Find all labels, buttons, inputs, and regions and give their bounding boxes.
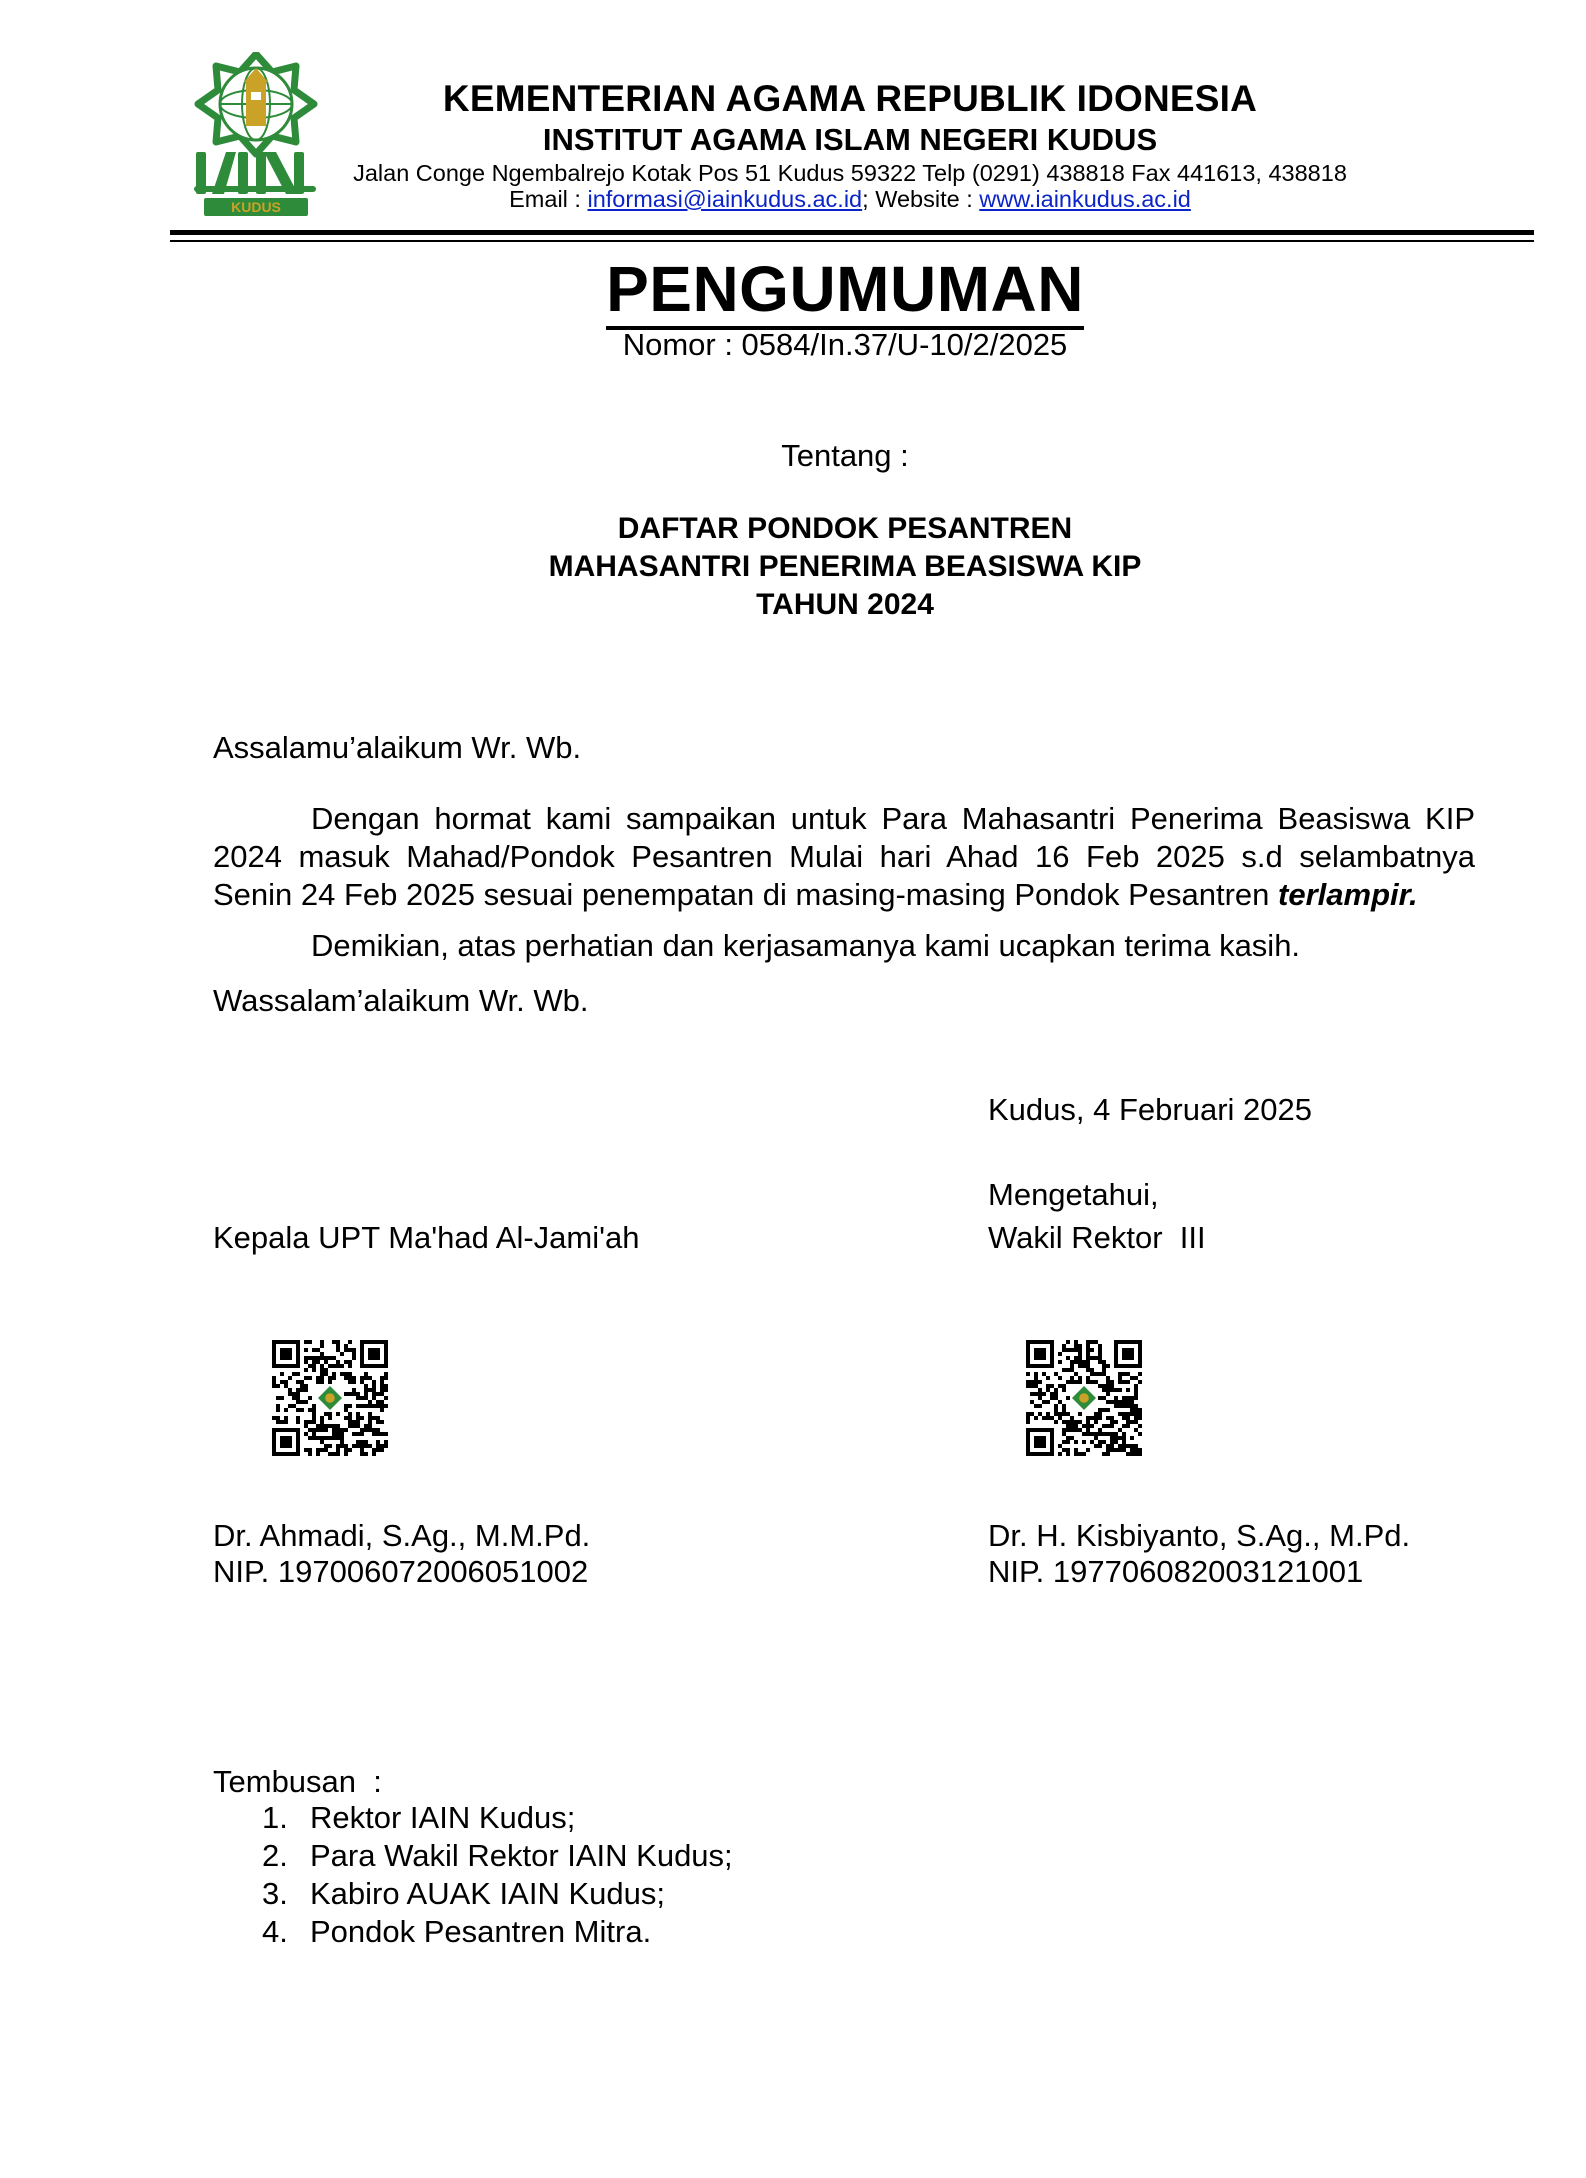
cc-list-item xyxy=(262,1800,575,1836)
subject-line: MAHASANTRI PENERIMA BEASISWA KIP xyxy=(548,550,1142,583)
cc-item-text: Para Wakil Rektor IAIN Kudus; xyxy=(310,1838,733,1873)
logo-subtext: KUDUS xyxy=(231,199,281,215)
qr-code-icon xyxy=(1026,1340,1142,1456)
cc-list-item xyxy=(262,1838,733,1874)
signer-right-nip: NIP. 197706082003121001 xyxy=(988,1554,1364,1589)
letterhead-rule-thick xyxy=(170,230,1534,235)
website-link[interactable]: www.iainkudus.ac.id xyxy=(979,186,1191,212)
email-link[interactable]: informasi@iainkudus.ac.id xyxy=(587,186,863,212)
cc-item-text: Kabiro AUAK IAIN Kudus; xyxy=(310,1876,665,1911)
signer-left-role: Kepala UPT Ma'had Al-Jami'ah xyxy=(213,1220,640,1255)
cc-item-number: 1. xyxy=(262,1800,288,1835)
opening-greeting: Assalamu’alaikum Wr. Wb. xyxy=(213,730,582,765)
website-label: ; Website : xyxy=(862,186,980,212)
acknowledged-label: Mengetahui, xyxy=(988,1177,1159,1212)
cc-item-number: 3. xyxy=(262,1876,288,1911)
letterhead-rule-thin xyxy=(170,240,1534,242)
contact-line xyxy=(300,186,1400,213)
cc-label: Tembusan : xyxy=(213,1764,382,1799)
main-paragraph-text: Dengan hormat kami sampaikan untuk Para Mahasantri Penerima Beasiswa KIP 2024 masuk Mahad/Pondok Pesantren Mulai hari Ahad 16 Feb 2025 s.d selambatnya Senin 24 Feb 2025 sesuai penempatan di masing-masing Pondok Pesantren xyxy=(213,801,1475,912)
closing-line: Demikian, atas perhatian dan kerjasamanya kami ucapkan terima kasih. xyxy=(311,928,1301,963)
main-paragraph xyxy=(213,800,1475,914)
qr-code-icon xyxy=(272,1340,388,1456)
cc-item-number: 2. xyxy=(262,1838,288,1873)
signer-left-name: Dr. Ahmadi, S.Ag., M.M.Pd. xyxy=(213,1518,591,1553)
subject-line: DAFTAR PONDOK PESANTREN xyxy=(617,512,1073,545)
signer-right-name: Dr. H. Kisbiyanto, S.Ag., M.Pd. xyxy=(988,1518,1411,1553)
institute-address: Jalan Conge Ngembalrejo Kotak Pos 51 Kudus 59322 Telp (0291) 438818 Fax 441613, 438818 xyxy=(353,160,1347,186)
document-title xyxy=(300,252,1390,326)
cc-item-number: 4. xyxy=(262,1914,288,1949)
cc-list-item xyxy=(262,1876,665,1912)
document-number: Nomor : 0584/In.37/U-10/2/2025 xyxy=(622,327,1068,362)
ministry-name: KEMENTERIAN AGAMA REPUBLIK IDONESIA xyxy=(442,78,1258,119)
closing-greeting: Wassalam’alaikum Wr. Wb. xyxy=(213,983,589,1018)
email-label: Email : xyxy=(509,186,588,212)
institute-name: INSTITUT AGAMA ISLAM NEGERI KUDUS xyxy=(542,122,1158,157)
signer-left-nip: NIP. 197006072006051002 xyxy=(213,1554,589,1589)
cc-list-item xyxy=(262,1914,651,1950)
attachment-emphasis: terlampir. xyxy=(1278,877,1418,912)
cc-item-text: Pondok Pesantren Mitra. xyxy=(310,1914,652,1949)
place-date: Kudus, 4 Februari 2025 xyxy=(988,1092,1312,1127)
subject-line: TAHUN 2024 xyxy=(756,588,934,621)
cc-item-text: Rektor IAIN Kudus; xyxy=(310,1800,576,1835)
signer-right-role: Wakil Rektor III xyxy=(988,1220,1206,1255)
document-title-text: PENGUMUMAN xyxy=(606,253,1084,330)
about-label: Tentang : xyxy=(781,438,909,473)
